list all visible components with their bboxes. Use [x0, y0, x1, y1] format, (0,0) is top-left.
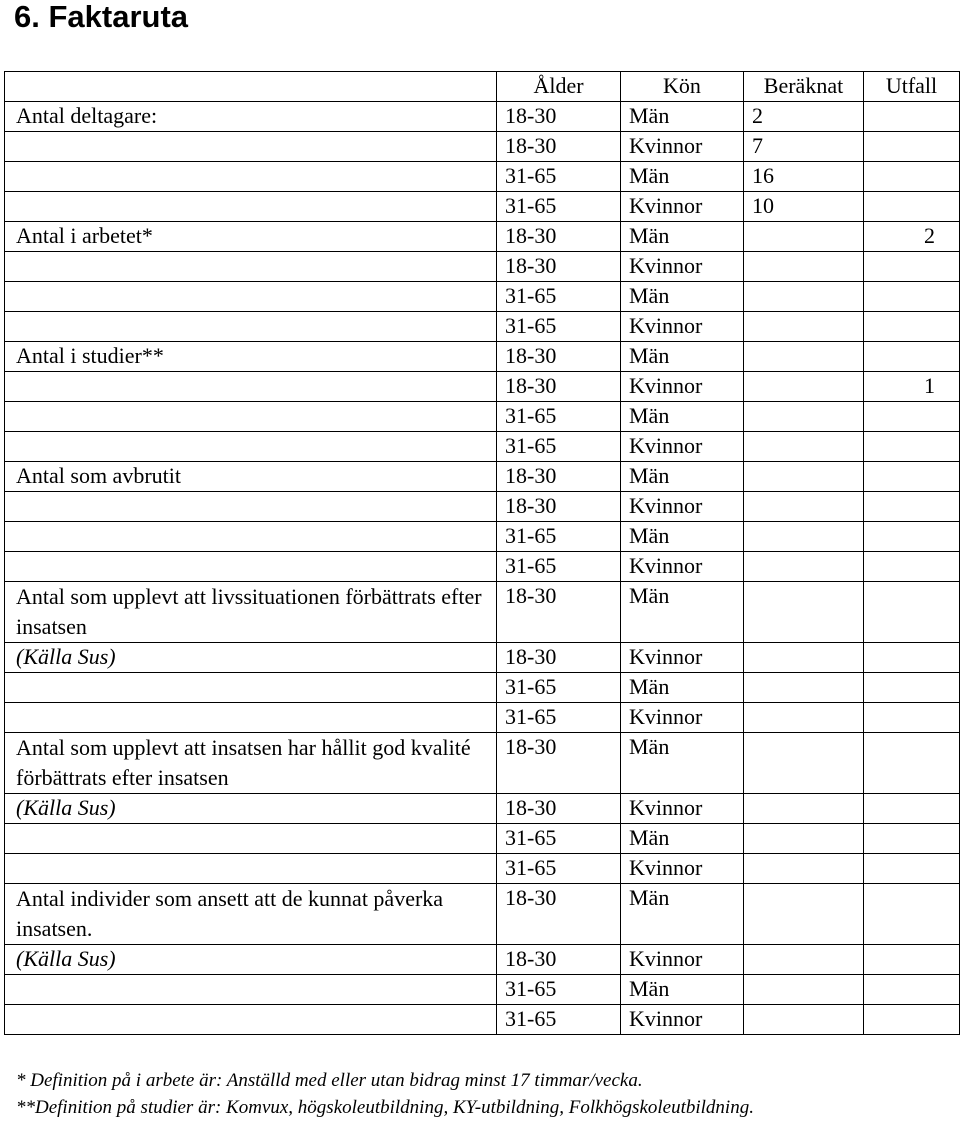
row-label	[5, 552, 497, 582]
cell-utfall	[864, 102, 960, 132]
table-row	[5, 192, 960, 222]
table-row	[5, 312, 960, 342]
footnote-studier: **Definition på studier är: Komvux, högskoleutbildning, KY-utbildning, Folkhögskoleutbildning.	[16, 1097, 754, 1118]
table-row	[5, 462, 960, 492]
cell-alder: 31-65	[497, 824, 621, 854]
cell-beraknat	[744, 312, 864, 342]
table-row	[5, 733, 960, 794]
cell-alder: 31-65	[497, 192, 621, 222]
cell-beraknat	[744, 1005, 864, 1035]
cell-kon: Kvinnor	[621, 252, 744, 282]
cell-alder: 18-30	[497, 945, 621, 975]
header-beraknat: Beräknat	[744, 72, 864, 102]
table-row	[5, 824, 960, 854]
cell-utfall	[864, 552, 960, 582]
cell-utfall	[864, 824, 960, 854]
cell-beraknat: 7	[744, 132, 864, 162]
cell-kon: Kvinnor	[621, 372, 744, 402]
cell-beraknat	[744, 884, 864, 945]
table-row	[5, 282, 960, 312]
table-row	[5, 492, 960, 522]
cell-alder: 31-65	[497, 282, 621, 312]
cell-kon: Män	[621, 162, 744, 192]
cell-kon: Kvinnor	[621, 552, 744, 582]
cell-utfall	[864, 643, 960, 673]
row-label	[5, 162, 497, 192]
footnote-arbete: * Definition på i arbete är: Anställd med eller utan bidrag minst 17 timmar/vecka.	[16, 1070, 643, 1091]
table-row	[5, 854, 960, 884]
row-label	[5, 252, 497, 282]
row-label	[5, 824, 497, 854]
cell-alder: 31-65	[497, 1005, 621, 1035]
cell-alder: 31-65	[497, 854, 621, 884]
cell-utfall	[864, 884, 960, 945]
cell-beraknat	[744, 794, 864, 824]
cell-kon: Kvinnor	[621, 312, 744, 342]
cell-beraknat	[744, 552, 864, 582]
cell-beraknat	[744, 824, 864, 854]
table-row	[5, 402, 960, 432]
table-row	[5, 372, 960, 402]
cell-kon: Kvinnor	[621, 432, 744, 462]
cell-alder: 18-30	[497, 252, 621, 282]
cell-kon: Män	[621, 522, 744, 552]
cell-alder: 18-30	[497, 492, 621, 522]
cell-utfall	[864, 462, 960, 492]
cell-utfall	[864, 582, 960, 643]
row-label	[5, 432, 497, 462]
cell-kon: Män	[621, 733, 744, 794]
row-label	[5, 282, 497, 312]
row-label: Antal som avbrutit	[5, 462, 497, 492]
cell-beraknat	[744, 342, 864, 372]
cell-kon: Män	[621, 282, 744, 312]
cell-kon: Kvinnor	[621, 945, 744, 975]
table-row	[5, 794, 960, 824]
cell-kon: Kvinnor	[621, 703, 744, 733]
cell-kon: Män	[621, 582, 744, 643]
cell-alder: 31-65	[497, 402, 621, 432]
header-alder: Ålder	[497, 72, 621, 102]
cell-utfall	[864, 282, 960, 312]
page-title: 6. Faktaruta	[14, 0, 189, 34]
cell-alder: 31-65	[497, 673, 621, 703]
cell-utfall	[864, 312, 960, 342]
row-label	[5, 854, 497, 884]
table-row	[5, 222, 960, 252]
cell-alder: 18-30	[497, 342, 621, 372]
cell-alder: 31-65	[497, 522, 621, 552]
cell-beraknat	[744, 673, 864, 703]
cell-kon: Män	[621, 402, 744, 432]
table-row	[5, 703, 960, 733]
cell-kon: Kvinnor	[621, 132, 744, 162]
cell-kon: Kvinnor	[621, 794, 744, 824]
cell-beraknat	[744, 282, 864, 312]
cell-utfall	[864, 733, 960, 794]
cell-utfall	[864, 342, 960, 372]
cell-beraknat	[744, 492, 864, 522]
cell-beraknat	[744, 854, 864, 884]
table-row	[5, 673, 960, 703]
table-row	[5, 252, 960, 282]
row-label	[5, 492, 497, 522]
row-label: Antal individer som ansett att de kunnat påverka insatsen.	[5, 884, 497, 945]
cell-alder: 31-65	[497, 312, 621, 342]
cell-alder: 31-65	[497, 162, 621, 192]
row-label	[5, 132, 497, 162]
cell-alder: 31-65	[497, 703, 621, 733]
table-row	[5, 975, 960, 1005]
table-row	[5, 552, 960, 582]
cell-beraknat	[744, 703, 864, 733]
row-label: (Källa Sus)	[5, 794, 497, 824]
table-row	[5, 162, 960, 192]
cell-alder: 18-30	[497, 132, 621, 162]
cell-utfall	[864, 854, 960, 884]
cell-alder: 18-30	[497, 222, 621, 252]
header-utfall: Utfall	[864, 72, 960, 102]
cell-alder: 18-30	[497, 884, 621, 945]
cell-kon: Kvinnor	[621, 1005, 744, 1035]
footnotes	[16, 1067, 754, 1121]
cell-kon: Män	[621, 884, 744, 945]
cell-beraknat: 16	[744, 162, 864, 192]
row-label: (Källa Sus)	[5, 643, 497, 673]
fact-table	[4, 71, 960, 1035]
cell-alder: 18-30	[497, 582, 621, 643]
table-row	[5, 102, 960, 132]
cell-utfall	[864, 192, 960, 222]
cell-utfall	[864, 975, 960, 1005]
cell-beraknat	[744, 252, 864, 282]
cell-alder: 31-65	[497, 975, 621, 1005]
cell-utfall	[864, 673, 960, 703]
cell-utfall: 2	[864, 222, 960, 252]
row-label: (Källa Sus)	[5, 945, 497, 975]
cell-alder: 18-30	[497, 102, 621, 132]
cell-utfall	[864, 162, 960, 192]
cell-beraknat	[744, 582, 864, 643]
cell-beraknat	[744, 643, 864, 673]
cell-alder: 18-30	[497, 733, 621, 794]
row-label	[5, 312, 497, 342]
row-label: Antal som upplevt att livssituationen förbättrats efter insatsen	[5, 582, 497, 643]
row-label	[5, 703, 497, 733]
cell-utfall	[864, 492, 960, 522]
cell-beraknat	[744, 522, 864, 552]
cell-beraknat	[744, 733, 864, 794]
cell-alder: 18-30	[497, 372, 621, 402]
cell-kon: Män	[621, 222, 744, 252]
cell-utfall	[864, 522, 960, 552]
cell-beraknat	[744, 402, 864, 432]
table-row	[5, 132, 960, 162]
cell-kon: Kvinnor	[621, 854, 744, 884]
cell-beraknat	[744, 945, 864, 975]
cell-beraknat	[744, 975, 864, 1005]
row-label	[5, 1005, 497, 1035]
cell-kon: Män	[621, 824, 744, 854]
cell-kon: Kvinnor	[621, 643, 744, 673]
row-label: Antal i studier**	[5, 342, 497, 372]
cell-beraknat	[744, 372, 864, 402]
cell-utfall	[864, 402, 960, 432]
row-label: Antal i arbetet*	[5, 222, 497, 252]
cell-utfall	[864, 945, 960, 975]
cell-utfall	[864, 132, 960, 162]
cell-alder: 31-65	[497, 552, 621, 582]
cell-utfall: 1	[864, 372, 960, 402]
cell-utfall	[864, 1005, 960, 1035]
row-label	[5, 673, 497, 703]
cell-beraknat: 2	[744, 102, 864, 132]
row-label: Antal som upplevt att insatsen har hållit god kvalité förbättrats efter insatsen	[5, 733, 497, 794]
table-row	[5, 582, 960, 643]
header-kon: Kön	[621, 72, 744, 102]
cell-utfall	[864, 794, 960, 824]
table-row	[5, 522, 960, 552]
cell-kon: Män	[621, 342, 744, 372]
cell-beraknat	[744, 222, 864, 252]
cell-utfall	[864, 703, 960, 733]
cell-beraknat	[744, 462, 864, 492]
cell-kon: Män	[621, 462, 744, 492]
header-empty	[5, 72, 497, 102]
row-label	[5, 522, 497, 552]
cell-kon: Kvinnor	[621, 192, 744, 222]
cell-alder: 18-30	[497, 794, 621, 824]
cell-utfall	[864, 432, 960, 462]
table-row	[5, 1005, 960, 1035]
row-label	[5, 402, 497, 432]
row-label	[5, 372, 497, 402]
cell-beraknat	[744, 432, 864, 462]
cell-beraknat: 10	[744, 192, 864, 222]
cell-kon: Män	[621, 102, 744, 132]
table-row	[5, 945, 960, 975]
cell-kon: Män	[621, 673, 744, 703]
cell-alder: 18-30	[497, 643, 621, 673]
row-label: Antal deltagare:	[5, 102, 497, 132]
cell-alder: 18-30	[497, 462, 621, 492]
table-row	[5, 432, 960, 462]
table-row	[5, 342, 960, 372]
cell-alder: 31-65	[497, 432, 621, 462]
row-label	[5, 192, 497, 222]
header-row	[5, 72, 960, 102]
cell-kon: Kvinnor	[621, 492, 744, 522]
cell-kon: Män	[621, 975, 744, 1005]
cell-utfall	[864, 252, 960, 282]
table-row	[5, 884, 960, 945]
row-label	[5, 975, 497, 1005]
table-row	[5, 643, 960, 673]
